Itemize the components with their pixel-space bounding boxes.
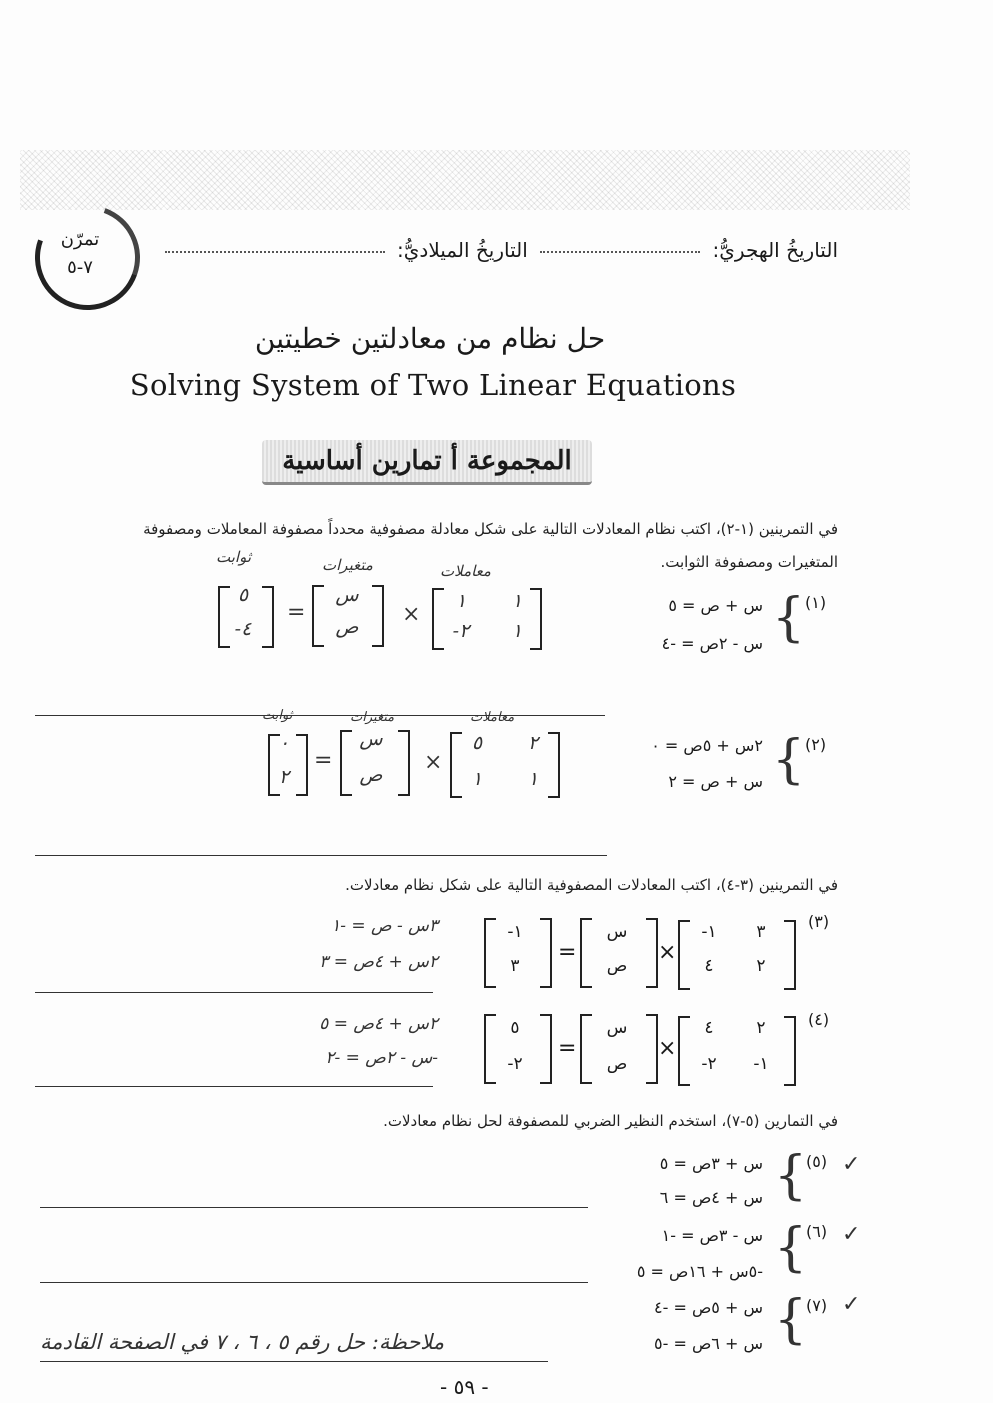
- ex3-const-1: -١: [507, 922, 523, 942]
- ex1-hand-constants: ثوابت: [216, 548, 251, 566]
- ex4-answer-eq2: -س - ٢ص = -٢: [325, 1048, 438, 1068]
- ex4-const-2: -٢: [507, 1054, 523, 1074]
- ex3-number: (٣): [808, 912, 830, 931]
- ex1-coef-a21: ١: [511, 620, 523, 642]
- ex5-answer-line: [40, 1207, 588, 1208]
- ex1-const-2: -٤: [234, 618, 252, 640]
- ex3-const-bracket-left: [484, 918, 496, 988]
- ex1-eq2: س - ٢ص = -٤: [661, 634, 763, 653]
- gregorian-date-blank: [165, 251, 385, 253]
- ex4-equals: =: [558, 1036, 577, 1061]
- ex1-hand-variables: متغيرات: [322, 556, 373, 574]
- ex1-coef-a11: ١: [511, 590, 523, 612]
- ex2-times: ×: [424, 750, 443, 775]
- ex3-const-2: ٣: [510, 956, 520, 976]
- exercise-badge: [40, 226, 120, 282]
- ex1-const-1: ٥: [237, 584, 249, 606]
- ex4-const-1: ٥: [510, 1018, 520, 1038]
- ex4-matrix-a21: -١: [753, 1054, 769, 1074]
- ex3-matrix-bracket-right: [784, 920, 796, 990]
- handwritten-note: ملاحظة: حل رقم ٥ ، ٦ ، ٧ في الصفحة القادمة: [40, 1330, 445, 1354]
- ex4-var-y: ص: [606, 1054, 628, 1074]
- ex6-number: (٦): [806, 1222, 828, 1241]
- ex3-matrix-bracket-left: [678, 920, 690, 990]
- ex3-var-x: س: [606, 922, 628, 942]
- ex2-var-bracket-left: [340, 730, 352, 796]
- part3-instruction: في التمارين (٥-٧)، استخدم النظير الضربي للمصفوفة لحل نظام معادلات.: [383, 1112, 838, 1130]
- ex2-coef-a21: ١: [527, 768, 539, 790]
- ex2-number: (٢): [805, 735, 827, 754]
- section-banner: [262, 440, 592, 485]
- ex4-matrix-a22: -٢: [701, 1054, 717, 1074]
- page-number: - ٥٩ -: [440, 1375, 489, 1399]
- ex3-var-bracket-left: [580, 918, 592, 988]
- hijri-date-label: التاريخُ الهجريُّ:: [712, 238, 838, 262]
- ex6-answer-line: [40, 1282, 588, 1283]
- date-line: [159, 238, 838, 262]
- ex5-check-mark: ✓: [842, 1152, 861, 1177]
- scan-noise-band: [20, 150, 910, 210]
- ex7-brace: {: [774, 1290, 808, 1350]
- ex2-eq1: ٢س + ٥ص = ٠: [651, 736, 763, 755]
- page-title-english: Solving System of Two Linear Equations: [129, 368, 737, 402]
- ex1-hand-coefficients: معاملات: [440, 562, 491, 580]
- ex4-const-bracket-left: [484, 1014, 496, 1084]
- ex6-check-mark: ✓: [842, 1222, 861, 1247]
- ex1-var-y: ص: [335, 616, 359, 638]
- ex3-matrix-a21: ٢: [756, 956, 766, 976]
- ex4-matrix-bracket-left: [678, 1016, 690, 1086]
- ex1-coef-bracket-left: [432, 588, 444, 650]
- part1-instruction-line2: المتغيرات ومصفوفة الثوابت.: [660, 553, 838, 571]
- ex7-check-mark: ✓: [842, 1292, 861, 1317]
- badge-number: ٧-٥: [67, 257, 93, 278]
- ex2-answer-line: [35, 855, 607, 856]
- ex1-number: (١): [805, 593, 827, 612]
- ex1-equals: =: [287, 600, 306, 625]
- ex4-var-bracket-right: [646, 1014, 658, 1084]
- ex6-eq2: -٥س + ١٦ص = ٥: [636, 1262, 763, 1281]
- ex7-eq1: س + ٥ص = -٤: [654, 1298, 763, 1317]
- ex6-eq1: س - ٣ص = -١: [661, 1226, 763, 1245]
- section-heading: المجموعة أ تمارين أساسية: [282, 446, 572, 476]
- ex2-const-2: ٢: [278, 766, 290, 788]
- ex4-matrix-a11: ٢: [756, 1018, 766, 1038]
- ex2-hand-variables: متغيرات: [350, 710, 395, 725]
- ex1-answer-line: [35, 715, 605, 716]
- ex2-var-bracket-right: [398, 730, 410, 796]
- ex1-coef-a22: -٢: [452, 620, 470, 642]
- ex2-eq2: س + ص = ٢: [668, 772, 763, 791]
- page-title-arabic: حل نظام من معادلتين خطيتين: [254, 322, 606, 355]
- ex4-var-bracket-left: [580, 1014, 592, 1084]
- ex1-brace: {: [772, 588, 806, 648]
- ex4-times: ×: [658, 1036, 677, 1061]
- ex1-times: ×: [402, 602, 421, 627]
- ex3-const-bracket-right: [540, 918, 552, 988]
- ex4-answer-line: [35, 1086, 433, 1087]
- ex2-hand-constants: ثوابت: [262, 708, 293, 723]
- ex2-var-x: س: [359, 728, 383, 750]
- ex4-matrix-bracket-right: [784, 1016, 796, 1086]
- ex3-answer-eq1: ٣س - ص = -١: [331, 916, 438, 936]
- ex1-var-bracket-right: [372, 585, 384, 647]
- ex5-brace: {: [774, 1146, 808, 1206]
- ex3-times: ×: [658, 940, 677, 965]
- ex2-coef-a12: ٥: [471, 732, 483, 754]
- ex6-brace: {: [774, 1218, 808, 1278]
- ex4-var-x: س: [606, 1018, 628, 1038]
- ex2-var-y: ص: [359, 764, 383, 786]
- ex5-eq1: س + ٣ص = ٥: [659, 1154, 763, 1173]
- gregorian-date-label: التاريخُ الميلاديُّ:: [397, 238, 528, 262]
- ex3-var-bracket-right: [646, 918, 658, 988]
- ex2-hand-coefficients: معاملات: [470, 710, 515, 725]
- part1-instruction-line1: في التمرينين (١-٢)، اكتب نظام المعادلات التالية على شكل معادلة مصفوفية محدداً مصفوفة المعاملات ومصفوفة: [143, 520, 838, 538]
- ex3-matrix-a22: ٤: [704, 956, 714, 976]
- ex2-brace: {: [772, 730, 806, 790]
- ex3-equals: =: [558, 940, 577, 965]
- ex2-equals: =: [314, 748, 333, 773]
- ex4-matrix-a12: ٤: [704, 1018, 714, 1038]
- ex3-matrix-a11: ٣: [756, 922, 766, 942]
- ex7-eq2: س + ٦ص = -٥: [654, 1334, 763, 1353]
- hijri-date-blank: [540, 251, 700, 253]
- ex1-var-x: س: [335, 584, 359, 606]
- ex3-answer-eq2: ٢س + ٤ص = ٣: [319, 952, 438, 972]
- ex3-var-y: ص: [606, 956, 628, 976]
- ex1-coef-a12: ١: [455, 590, 467, 612]
- ex1-var-bracket-left: [312, 585, 324, 647]
- ex2-coef-a22: ١: [471, 768, 483, 790]
- ex2-const-1: ٠: [278, 732, 290, 754]
- ex3-matrix-a12: -١: [701, 922, 717, 942]
- ex2-coef-a11: ٢: [527, 732, 539, 754]
- ex5-number: (٥): [806, 1152, 828, 1171]
- handwritten-note-underline: [40, 1361, 548, 1362]
- ex1-eq1: س + ص = ٥: [668, 596, 763, 615]
- ex5-eq2: س + ٤ص = ٦: [659, 1188, 763, 1207]
- ex4-answer-eq1: ٢س + ٤ص = ٥: [319, 1014, 438, 1034]
- ex4-number: (٤): [808, 1010, 830, 1029]
- ex4-const-bracket-right: [540, 1014, 552, 1084]
- ex3-answer-line: [35, 992, 433, 993]
- badge-title: تمرّن: [60, 229, 100, 250]
- ex1-const-bracket-right: [262, 586, 274, 648]
- ex7-number: (٧): [806, 1296, 828, 1315]
- part2-instruction: في التمرينين (٣-٤)، اكتب المعادلات المصفوفية التالية على شكل نظام معادلات.: [345, 876, 838, 894]
